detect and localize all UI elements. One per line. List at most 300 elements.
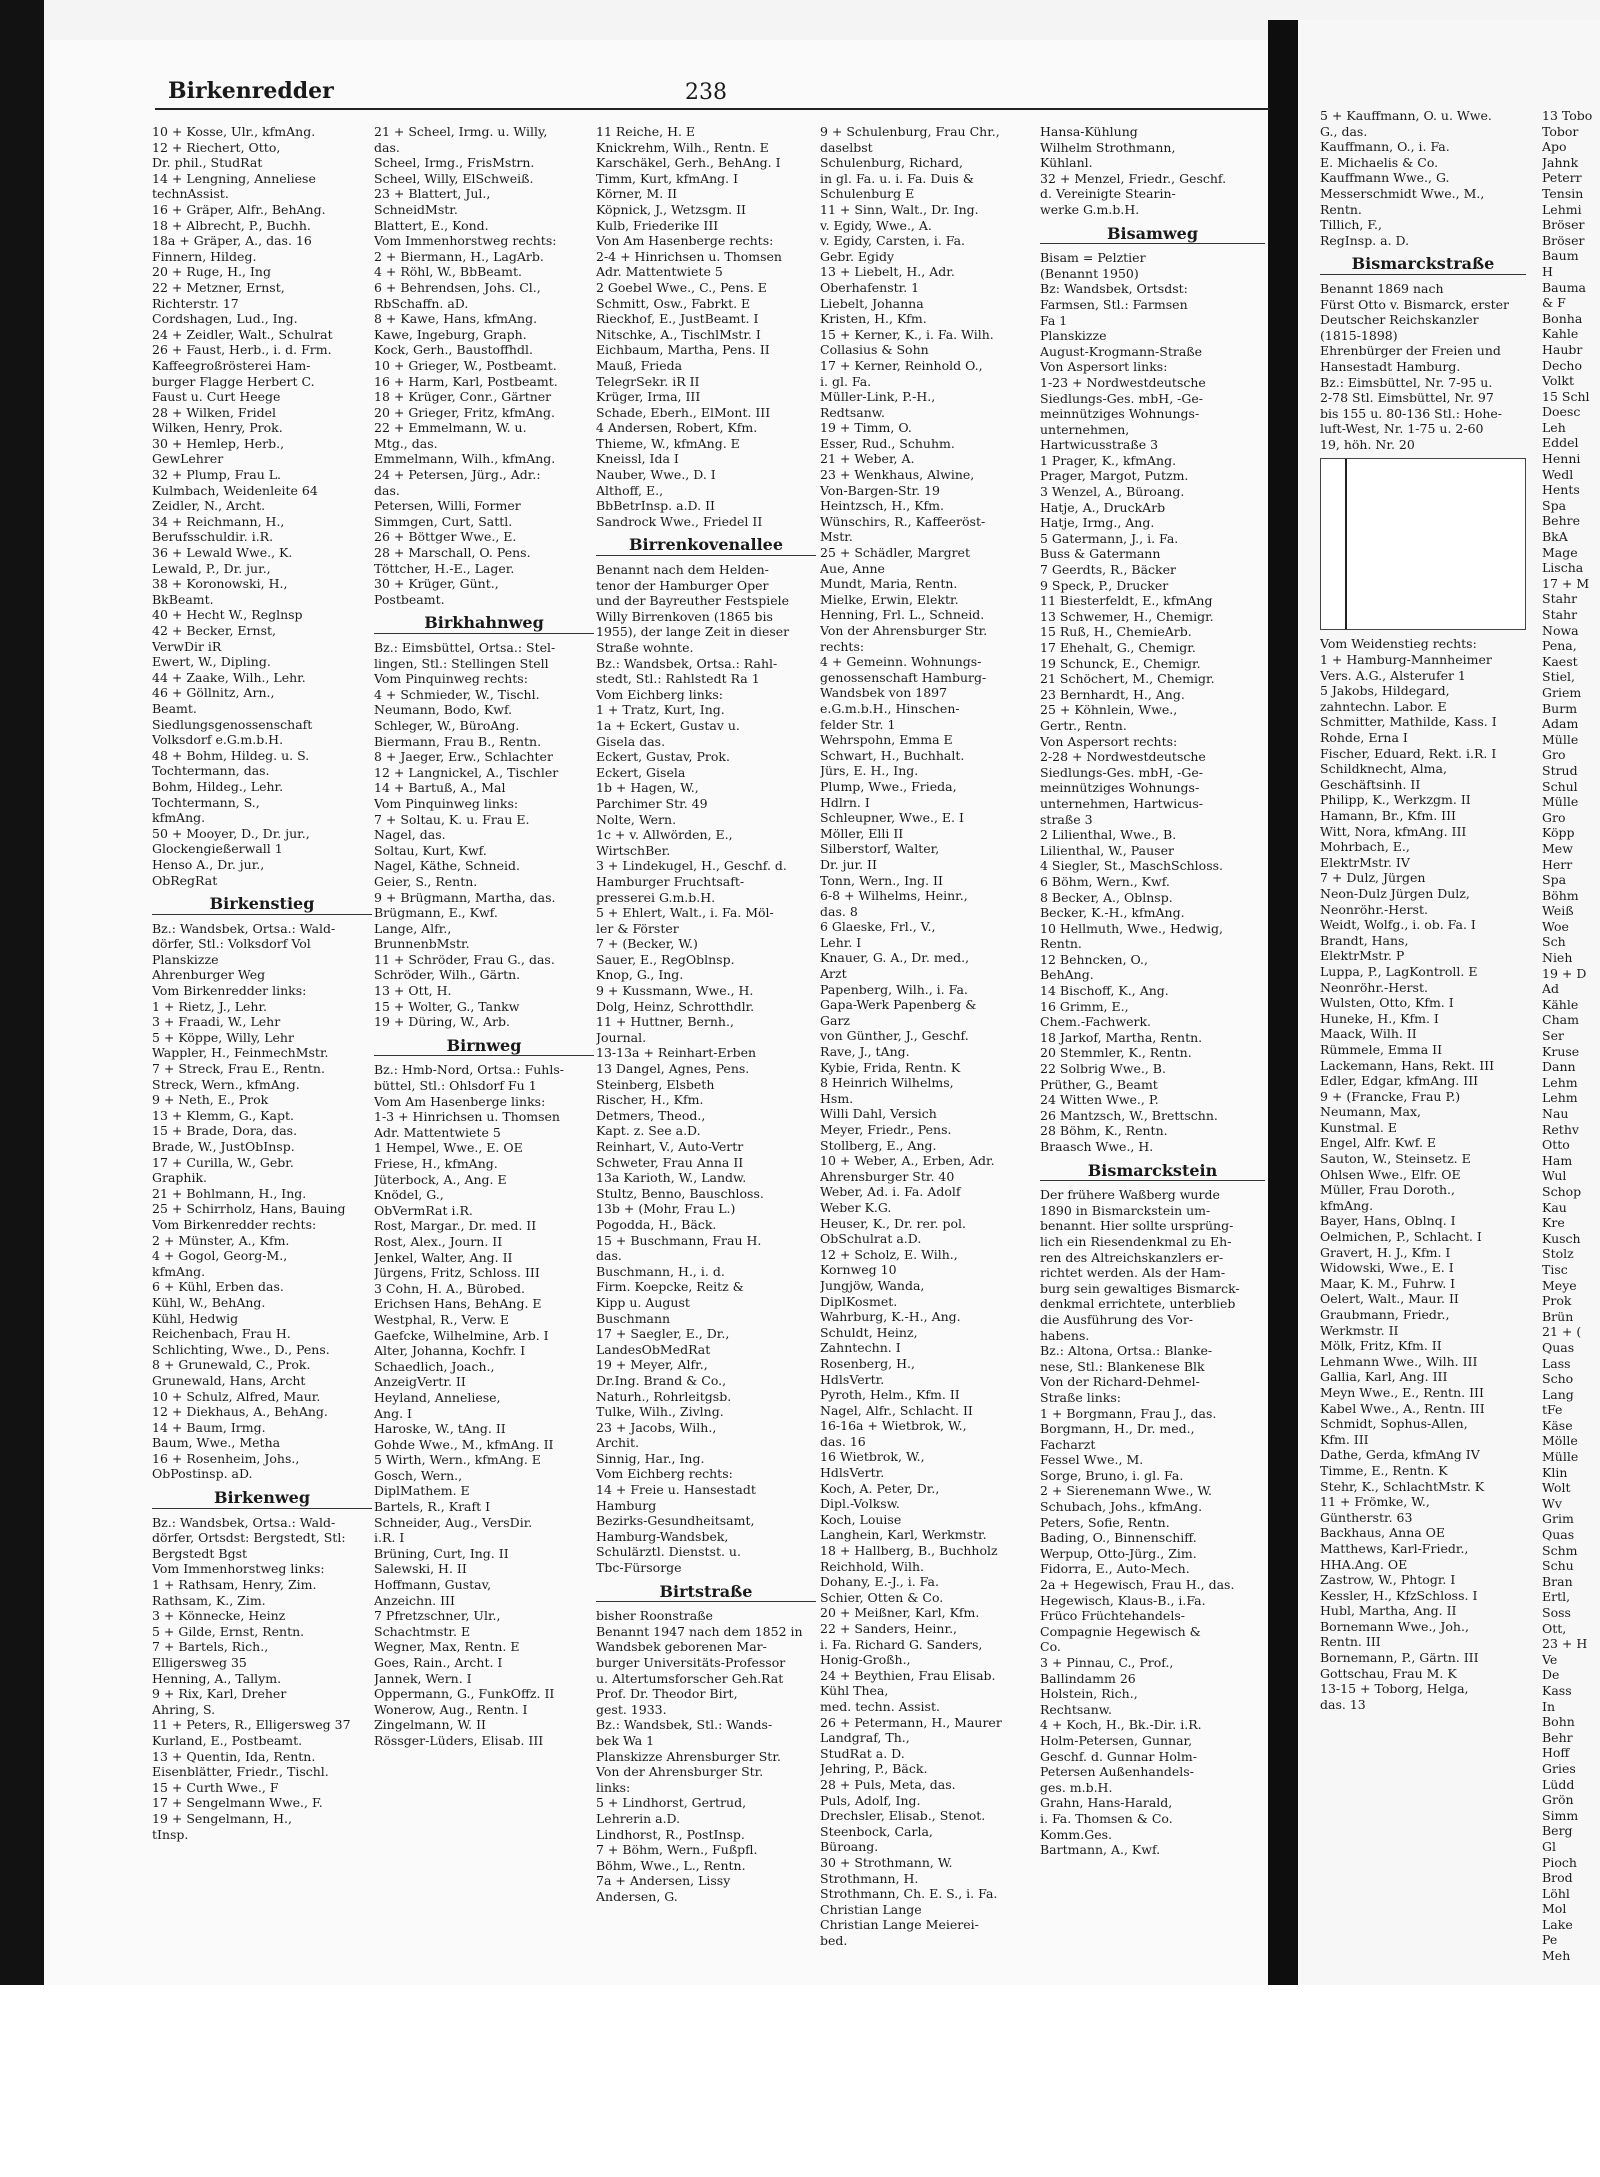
- directory-entry: 25 + Schirrholz, Hans, Bauing: [152, 1201, 346, 1217]
- directory-entry: Spa: [1542, 872, 1567, 888]
- directory-entry: Brod: [1542, 1870, 1573, 1886]
- directory-entry: Lehm: [1542, 1074, 1578, 1090]
- right-page-column-b: [1542, 108, 1600, 1978]
- directory-entry: TelegrSekr. iR II: [596, 373, 700, 389]
- directory-entry: Rentn. III: [1320, 1634, 1381, 1650]
- directory-entry: Neumann, Max,: [1320, 1104, 1422, 1120]
- directory-entry: Tonn, Wern., Ing. II: [820, 872, 943, 888]
- directory-entry: Straße links:: [1040, 1389, 1121, 1405]
- directory-entry: Kahle: [1542, 326, 1579, 342]
- street-heading: Birkenstieg: [152, 896, 372, 915]
- directory-entry: Bran: [1542, 1573, 1573, 1589]
- directory-entry: 30 + Strothmann, W.: [820, 1854, 953, 1870]
- directory-entry: büttel, Stl.: Ohlsdorf Fu 1: [374, 1078, 537, 1094]
- directory-entry: Meyn Wwe., E., Rentn. III: [1320, 1384, 1484, 1400]
- directory-entry: Schade, Eberh., ElMont. III: [596, 404, 771, 420]
- directory-entry: Gapa-Werk Papenberg &: [820, 997, 977, 1013]
- directory-entry: 20 + Ruge, H., Ing: [152, 264, 271, 280]
- directory-entry: RbSchaffn. aD.: [374, 295, 469, 311]
- directory-entry: Kock, Gerh., Baustoffhdl.: [374, 342, 533, 358]
- directory-entry: Hsm.: [820, 1090, 854, 1106]
- directory-entry: 36 + Lewald Wwe., K.: [152, 545, 293, 561]
- directory-entry: Kunstmal. E: [1320, 1119, 1397, 1135]
- directory-entry: Kau: [1542, 1199, 1567, 1215]
- directory-entry: Vom Eichberg links:: [596, 686, 724, 702]
- directory-entry: Ott,: [1542, 1620, 1567, 1636]
- directory-entry: 23 Bernhardt, H., Ang.: [1040, 686, 1185, 702]
- directory-entry: Goes, Rain., Archt. I: [374, 1655, 503, 1670]
- header-rule: [155, 108, 1270, 110]
- directory-entry: Ham: [1542, 1152, 1573, 1168]
- directory-entry: Haroske, W., tAng. II: [374, 1421, 506, 1437]
- directory-entry: 15 Ruß, H., ChemieArb.: [1040, 624, 1192, 640]
- directory-entry: RegInsp. a. D.: [1320, 232, 1410, 248]
- directory-entry: Zahntechn. I: [820, 1340, 901, 1356]
- directory-entry: Glockengießerwall 1: [152, 841, 283, 857]
- directory-entry: ObPostinsp. aD.: [152, 1466, 253, 1482]
- directory-entry: Lehmi: [1542, 201, 1582, 217]
- directory-entry: HdlsVertr.: [820, 1371, 885, 1387]
- directory-entry: Grunewald, Hans, Archt: [152, 1372, 306, 1388]
- directory-entry: bisher Roonstraße: [596, 1608, 713, 1624]
- directory-entry: 11 + Schröder, Frau G., das.: [374, 951, 555, 967]
- directory-entry: Nowa: [1542, 622, 1579, 638]
- directory-entry: Biermann, Frau B., Rentn.: [374, 733, 542, 749]
- directory-entry: bis 155 u. 80-136 Stl.: Hohe-: [1320, 405, 1503, 421]
- directory-entry: 22 Solbrig Wwe., B.: [1040, 1061, 1166, 1077]
- directory-entry: Ewert, W., Dipling.: [152, 654, 271, 670]
- sketch-main-street-line: [1345, 459, 1347, 629]
- directory-entry: Lewald, P., Dr. jur.,: [152, 560, 271, 576]
- directory-entry: 2 + Sierenemann Wwe., W.: [1040, 1483, 1213, 1499]
- directory-entry: Volksdorf e.G.m.b.H.: [152, 732, 284, 748]
- directory-entry: Jürs, E. H., Ing.: [820, 763, 919, 779]
- directory-entry: Stultz, Benno, Bauschloss.: [596, 1185, 764, 1201]
- directory-entry: Cordshagen, Lud., Ing.: [152, 311, 298, 327]
- directory-entry: Fa 1: [1040, 312, 1068, 328]
- directory-entry: 23 + H: [1542, 1636, 1588, 1652]
- directory-entry: Schlichting, Wwe., D., Pens.: [152, 1341, 330, 1357]
- directory-entry: in gl. Fa. u. i. Fa. Duis &: [820, 170, 974, 186]
- directory-entry: Siedlungsgenossenschaft: [152, 716, 313, 732]
- directory-entry: Soss: [1542, 1605, 1571, 1620]
- directory-entry: Hoff: [1542, 1745, 1570, 1761]
- directory-entry: straße 3: [1040, 811, 1093, 827]
- directory-entry: Bröser: [1542, 232, 1585, 248]
- directory-entry: Deutscher Reichskanzler: [1320, 312, 1479, 328]
- directory-entry: 19, höh. Nr. 20: [1320, 436, 1415, 452]
- directory-entry: Grahn, Hans-Harald,: [1040, 1795, 1173, 1811]
- directory-entry: Körner, M. II: [596, 186, 678, 202]
- directory-entry: Leh: [1542, 419, 1566, 435]
- directory-entry: Peterr: [1542, 170, 1582, 186]
- directory-entry: 2-28 + Nordwestdeutsche: [1040, 749, 1206, 765]
- directory-entry: Emmelmann, Wilh., kfmAng.: [374, 451, 556, 467]
- directory-entry: 2-4 + Hinrichsen u. Thomsen: [596, 248, 782, 264]
- directory-entry: Vom Am Hasenberge links:: [374, 1093, 546, 1109]
- directory-entry: Ahring, S.: [152, 1701, 216, 1717]
- directory-entry: 17 + M: [1542, 575, 1590, 591]
- directory-entry: 17 Ehehalt, G., Chemigr.: [1040, 640, 1196, 655]
- directory-entry: Redtsanw.: [820, 404, 885, 420]
- directory-entry: 13-13a + Reinhart-Erben: [596, 1045, 757, 1061]
- directory-entry: Dann: [1542, 1059, 1576, 1075]
- directory-entry: Edler, Edgar, kfmAng. III: [1320, 1073, 1479, 1089]
- directory-entry: 21 Schöchert, M., Chemigr.: [1040, 671, 1215, 687]
- directory-entry: zahntechn. Labor. E: [1320, 698, 1447, 714]
- directory-entry: Mtg., das.: [374, 435, 438, 451]
- directory-entry: Wonerow, Aug., Rentn. I: [374, 1701, 528, 1717]
- directory-entry: unternehmen,: [1040, 421, 1130, 437]
- directory-entry: Detmers, Theod.,: [596, 1107, 706, 1123]
- directory-entry: Maack, Wilh. II: [1320, 1026, 1417, 1042]
- street-heading: Birkhahnweg: [374, 615, 594, 634]
- directory-entry: Maar, K. M., Fuhrw. I: [1320, 1275, 1456, 1291]
- directory-entry: Richterstr. 17: [152, 295, 239, 311]
- directory-entry: Christian Lange Meierei-: [820, 1917, 979, 1933]
- directory-entry: von Günther, J., Geschf.: [820, 1028, 969, 1044]
- directory-entry: Widowski, Wwe., E. I: [1320, 1260, 1454, 1276]
- directory-entry: Schwart, H., Buchhalt.: [820, 747, 965, 763]
- directory-entry: Knödel, G.,: [374, 1187, 444, 1203]
- directory-entry: In: [1542, 1698, 1555, 1714]
- directory-entry: 1 + Rathsam, Henry, Zim.: [152, 1577, 317, 1593]
- directory-entry: Bz.: Hmb-Nord, Ortsa.: Fuhls-: [374, 1062, 564, 1078]
- directory-entry: bek Wa 1: [596, 1732, 655, 1748]
- directory-entry: Oppermann, G., FunkOffz. II: [374, 1686, 555, 1702]
- directory-entry: 38 + Koronowski, H.,: [152, 576, 288, 592]
- directory-entry: Bz.: Wandsbek, Ortsa.: Wald-: [152, 1514, 336, 1530]
- directory-entry: Eichbaum, Martha, Pens. II: [596, 342, 770, 358]
- directory-entry: Gebr. Egidy: [820, 248, 895, 264]
- directory-entry: Eckert, Gustav, Prok.: [596, 749, 730, 765]
- directory-entry: Erichsen Hans, BehAng. E: [374, 1296, 542, 1312]
- directory-entry: Schmidt, Sophus-Allen,: [1320, 1416, 1468, 1432]
- directory-entry: kfmAng.: [152, 1263, 206, 1279]
- directory-entry: Co.: [1040, 1639, 1061, 1655]
- directory-entry: 7 + (Becker, W.): [596, 936, 698, 952]
- directory-entry: Lehmann Wwe., Wilh. III: [1320, 1353, 1478, 1369]
- directory-entry: Schier, Otten & Co.: [820, 1589, 944, 1605]
- directory-entry: 5 + Kauffmann, O. u. Wwe.: [1320, 108, 1492, 123]
- directory-entry: lich ein Riesendenkmal zu Eh-: [1040, 1233, 1232, 1249]
- directory-entry: Dr. jur. II: [820, 856, 877, 872]
- directory-entry: Kass: [1542, 1682, 1572, 1698]
- directory-entry: Stahr: [1542, 591, 1578, 607]
- directory-entry: Faust u. Curt Heege: [152, 389, 281, 405]
- directory-column-5: [1040, 124, 1265, 1994]
- directory-entry: Honig-Großh.,: [820, 1652, 911, 1668]
- directory-entry: lingen, Stl.: Stellingen Stell: [374, 655, 549, 671]
- directory-entry: 21 + Bohlmann, H., Ing.: [152, 1185, 307, 1201]
- directory-entry: 7 + Soltau, K. u. Frau E.: [374, 811, 530, 827]
- directory-entry: Henso A., Dr. jur.,: [152, 856, 265, 872]
- directory-entry: Reinhart, V., Auto-Vertr: [596, 1139, 744, 1154]
- directory-entry: ObRegRat: [152, 872, 218, 888]
- directory-entry: Burm: [1542, 700, 1578, 716]
- directory-entry: Heuser, K., Dr. rer. pol.: [820, 1215, 966, 1231]
- directory-entry: Buss & Gatermann: [1040, 546, 1161, 562]
- directory-column-3: [596, 124, 816, 1994]
- directory-entry: Vom Pinquinweg rechts:: [374, 671, 528, 687]
- directory-entry: BkBeamt.: [152, 591, 214, 607]
- directory-entry: med. techn. Assist.: [820, 1698, 940, 1714]
- directory-entry: De: [1542, 1667, 1560, 1683]
- directory-entry: 12 + Diekhaus, A., BehAng.: [152, 1404, 328, 1420]
- directory-entry: G., das.: [1320, 123, 1368, 139]
- directory-entry: Hents: [1542, 482, 1580, 498]
- directory-entry: Sorge, Bruno, i. gl. Fa.: [1040, 1467, 1184, 1483]
- directory-entry: Chem.-Fachwerk.: [1040, 1014, 1152, 1030]
- directory-entry: Werkmstr. II: [1320, 1322, 1399, 1338]
- directory-entry: Steenbock, Carla,: [820, 1823, 933, 1839]
- directory-entry: das. 8: [820, 903, 858, 919]
- directory-entry: 28 + Marschall, O. Pens.: [374, 545, 531, 561]
- directory-entry: Nagel, das.: [374, 827, 446, 843]
- directory-entry: Dipl.-Volksw.: [820, 1496, 900, 1512]
- directory-entry: Andersen, G.: [596, 1888, 678, 1904]
- directory-entry: i. Fa. Richard G. Sanders,: [820, 1636, 983, 1652]
- directory-entry: Knop, G., Ing.: [596, 967, 684, 983]
- directory-entry: Ohlsen Wwe., Elfr. OE: [1320, 1166, 1461, 1182]
- directory-entry: Strothmann, Ch. E. S., i. Fa.: [820, 1886, 998, 1902]
- directory-entry: u. Altertumsforscher Geh.Rat: [596, 1670, 784, 1686]
- directory-entry: Bz.: Wandsbek, Ortsa.: Rahl-: [596, 655, 778, 671]
- directory-entry: 17 + Saegler, E., Dr.,: [596, 1326, 730, 1342]
- directory-entry: ElektrMstr. P: [1320, 948, 1405, 964]
- directory-entry: Gl: [1542, 1838, 1556, 1854]
- directory-entry: Zastrow, W., Phtogr. I: [1320, 1572, 1456, 1588]
- directory-entry: Adr. Mattentwiete 5: [374, 1124, 501, 1140]
- directory-entry: 7 + Böhm, Wern., Fußpfl.: [596, 1842, 758, 1858]
- directory-entry: Beamt.: [152, 700, 197, 716]
- directory-entry: Postbeamt.: [374, 591, 445, 607]
- directory-entry: Drechsler, Elisab., Stenot.: [820, 1808, 986, 1824]
- directory-entry: 20 Stemmler, K., Rentn.: [1040, 1045, 1192, 1061]
- directory-entry: Kauffmann, O., i. Fa.: [1320, 139, 1450, 155]
- directory-entry: Der frühere Waßberg wurde: [1040, 1187, 1220, 1203]
- directory-entry: 13 + Ott, H.: [374, 983, 452, 999]
- directory-entry: Mielke, Erwin, Elektr.: [820, 591, 959, 607]
- directory-entry: Pe: [1542, 1932, 1558, 1948]
- directory-entry: Gosch, Wern.,: [374, 1467, 463, 1483]
- directory-entry: Weidt, Wolfg., i. ob. Fa. I: [1320, 917, 1476, 933]
- directory-entry: Schm: [1542, 1542, 1578, 1558]
- directory-entry: Oelmichen, P., Schlacht. I: [1320, 1229, 1482, 1245]
- directory-entry: Anzeichn. III: [374, 1592, 455, 1608]
- directory-entry: Hubl, Martha, Ang. II: [1320, 1603, 1457, 1619]
- scan-left-edge: [0, 0, 44, 1985]
- directory-entry: Garz: [820, 1012, 850, 1028]
- directory-entry: Bonha: [1542, 310, 1583, 326]
- directory-entry: Wul: [1542, 1168, 1567, 1184]
- directory-entry: Lang: [1542, 1386, 1574, 1402]
- directory-entry: 13 + Liebelt, H., Adr.: [820, 264, 955, 280]
- directory-column-4: [820, 124, 1040, 1994]
- directory-entry: Benannt 1869 nach: [1320, 280, 1444, 296]
- directory-entry: 24 + Beythien, Frau Elisab.: [820, 1667, 996, 1683]
- directory-entry: 22 + Metzner, Ernst,: [152, 279, 285, 295]
- directory-entry: Kapt. z. See a.D.: [596, 1123, 701, 1139]
- directory-entry: Lehr. I: [820, 934, 862, 950]
- directory-entry: Löhl: [1542, 1885, 1570, 1901]
- directory-entry: 9 + (Francke, Frau P.): [1320, 1088, 1461, 1104]
- directory-entry: Neonröhr.-Herst.: [1320, 979, 1428, 995]
- directory-entry: Nitschke, A., TischlMstr. I: [596, 326, 761, 342]
- directory-entry: & F: [1542, 295, 1566, 311]
- directory-entry: Von der Ahrensburger Str.: [820, 623, 988, 638]
- directory-entry: BrunnenbMstr.: [374, 936, 470, 952]
- directory-entry: Rentn.: [1320, 201, 1362, 217]
- directory-entry: Müller, Frau Doroth.,: [1320, 1182, 1455, 1198]
- directory-entry: Ballindamm 26: [1040, 1670, 1136, 1686]
- directory-entry: Behr: [1542, 1729, 1573, 1745]
- directory-entry: Rave, J., tAng.: [820, 1044, 910, 1060]
- directory-entry: technAssist.: [152, 186, 229, 202]
- directory-entry: daselbst: [820, 139, 873, 155]
- directory-entry: das.: [596, 1248, 622, 1264]
- directory-entry: Böhm, Wwe., L., Rentn.: [596, 1857, 746, 1873]
- directory-entry: 32 + Menzel, Friedr., Geschf.: [1040, 170, 1227, 186]
- directory-entry: 10 + Grieger, W., Postbeamt.: [374, 357, 557, 373]
- directory-entry: 3 + Fraadi, W., Lehr: [152, 1014, 281, 1030]
- directory-entry: Holm-Petersen, Gunnar,: [1040, 1732, 1193, 1748]
- directory-entry: E. Michaelis & Co.: [1320, 154, 1439, 170]
- directory-entry: Baum: [1542, 248, 1579, 264]
- directory-entry: Eddel: [1542, 435, 1579, 451]
- directory-entry: Liebelt, Johanna: [820, 295, 924, 311]
- directory-entry: Weiß: [1542, 903, 1574, 919]
- directory-entry: 15 + Wolter, G., Tankw: [374, 998, 520, 1014]
- directory-entry: Rischer, H., Kfm.: [596, 1092, 704, 1108]
- directory-entry: Von-Bargen-Str. 19: [820, 482, 941, 498]
- directory-entry: Sch: [1542, 934, 1566, 950]
- directory-entry: Bartels, R., Kraft I: [374, 1499, 491, 1515]
- directory-entry: Gaefcke, Wilhelmine, Arb. I: [374, 1327, 549, 1343]
- directory-entry: 5 + Gilde, Ernst, Rentn.: [152, 1623, 305, 1639]
- street-heading: Birnweg: [374, 1038, 594, 1057]
- directory-entry: Vom Birkenredder links:: [152, 983, 307, 999]
- directory-entry: Bergstedt Bgst: [152, 1545, 248, 1561]
- directory-entry: Bauma: [1542, 279, 1586, 295]
- directory-entry: Dr. phil., StudRat: [152, 155, 263, 171]
- directory-entry: Ad: [1542, 981, 1560, 997]
- directory-entry: Vom Immenhorstweg rechts:: [374, 233, 557, 249]
- directory-entry: Kühl Thea,: [820, 1683, 889, 1699]
- directory-entry: Güntherstr. 63: [1320, 1509, 1413, 1525]
- directory-entry: Mstr.: [820, 529, 853, 545]
- directory-entry: Berufsschuldir. i.R.: [152, 529, 274, 545]
- directory-entry: Arzt: [820, 966, 847, 982]
- directory-entry: Aue, Anne: [820, 560, 885, 576]
- directory-entry: 9 Speck, P., Drucker: [1040, 577, 1169, 593]
- directory-entry: Alter, Johanna, Kochfr. I: [374, 1343, 526, 1359]
- directory-entry: Wehrspohn, Emma E: [820, 732, 953, 748]
- directory-entry: Von der Ahrensburger Str.: [596, 1764, 764, 1780]
- directory-entry: Backhaus, Anna OE: [1320, 1525, 1446, 1541]
- directory-entry: Naturh., Rohrleitgsb.: [596, 1388, 732, 1404]
- directory-entry: das. 13: [1320, 1696, 1366, 1712]
- directory-entry: Kornweg 10: [820, 1262, 897, 1278]
- directory-entry: 30 + Krüger, Günt.,: [374, 576, 499, 592]
- directory-entry: 18a + Gräper, A., das. 16: [152, 233, 312, 249]
- directory-entry: Pioch: [1542, 1854, 1577, 1870]
- directory-entry: Schulärztl. Dienstst. u.: [596, 1544, 741, 1560]
- directory-entry: luft-West, Nr. 1-75 u. 2-60: [1320, 421, 1484, 437]
- directory-entry: Nagel, Käthe, Schneid.: [374, 858, 520, 874]
- directory-entry: Nolte, Wern.: [596, 811, 677, 827]
- directory-entry: Knickrehm, Wilh., Rentn. E: [596, 139, 769, 155]
- directory-entry: 17 + Curilla, W., Gebr.: [152, 1154, 294, 1170]
- directory-entry: Gisela das.: [596, 733, 666, 749]
- directory-entry: Von Aspersort links:: [1040, 359, 1168, 375]
- directory-entry: Lass: [1542, 1355, 1571, 1371]
- directory-entry: 11 Biesterfeldt, E., kfmAng: [1040, 593, 1213, 609]
- directory-entry: Quas: [1542, 1527, 1575, 1543]
- directory-entry: 16 + Harm, Karl, Postbeamt.: [374, 373, 558, 389]
- directory-entry: 12 Behncken, O.,: [1040, 951, 1148, 967]
- directory-entry: rechts:: [820, 638, 865, 654]
- directory-entry: 19 Schunck, E., Chemigr.: [1040, 655, 1201, 671]
- directory-entry: H: [1542, 263, 1553, 279]
- directory-entry: BehAng.: [1040, 967, 1094, 983]
- directory-entry: Prager, Margot, Putzm.: [1040, 468, 1189, 484]
- directory-entry: Wedl: [1542, 466, 1574, 482]
- directory-entry: Jahnk: [1542, 154, 1579, 170]
- directory-entry: das.: [374, 482, 400, 498]
- directory-entry: Herr: [1542, 856, 1573, 872]
- directory-entry: Früco Früchtehandels-: [1040, 1608, 1185, 1624]
- directory-entry: Weber K.G.: [820, 1199, 892, 1215]
- directory-entry: 23 + Blattert, Jul.,: [374, 186, 491, 202]
- directory-entry: Hdlrn. I: [820, 794, 870, 810]
- directory-entry: felder Str. 1: [820, 716, 896, 732]
- directory-entry: Kauffmann Wwe., G.: [1320, 170, 1450, 186]
- directory-entry: Ahrensburger Str. 40: [820, 1168, 955, 1184]
- directory-entry: Firm. Koepcke, Reitz &: [596, 1279, 744, 1295]
- directory-entry: Lüdd: [1542, 1776, 1575, 1792]
- directory-entry: Zeidler, N., Archt.: [152, 498, 266, 514]
- directory-entry: Dolg, Heinz, Schrotthdlr.: [596, 998, 755, 1014]
- directory-entry: Rieckhof, E., JustBeamt. I: [596, 311, 759, 327]
- directory-entry: i.R. I: [374, 1530, 405, 1546]
- directory-entry: Kruse: [1542, 1043, 1580, 1059]
- directory-entry: 1b + Hagen, W.,: [596, 780, 699, 796]
- directory-entry: (1815-1898): [1320, 327, 1398, 343]
- directory-entry: Neon-Dulz Jürgen Dulz,: [1320, 885, 1470, 901]
- directory-entry: 4 + Gemeinn. Wohnungs-: [820, 654, 982, 670]
- directory-entry: kfmAng.: [1320, 1197, 1374, 1213]
- directory-entry: Gries: [1542, 1760, 1576, 1776]
- directory-entry: 14 + Lengning, Anneliese: [152, 170, 316, 186]
- directory-entry: Adr. Mattentwiete 5: [596, 264, 723, 280]
- directory-entry: Bz.: Eimsbüttel, Nr. 7-95 u.: [1320, 374, 1493, 390]
- directory-entry: Hansestadt Hamburg.: [1320, 358, 1461, 374]
- directory-entry: Ser: [1542, 1028, 1564, 1044]
- directory-entry: 1-23 + Nordwestdeutsche: [1040, 374, 1206, 390]
- directory-entry: Kühl, Hedwig: [152, 1310, 239, 1326]
- directory-entry: Grim: [1542, 1511, 1574, 1527]
- directory-entry: habens.: [1040, 1327, 1090, 1343]
- directory-entry: 20 + Grieger, Fritz, kfmAng.: [374, 404, 555, 420]
- directory-entry: Reichhold, Wilh.: [820, 1558, 925, 1574]
- directory-entry: Kre: [1542, 1215, 1565, 1231]
- directory-entry: 6-8 + Wilhelms, Heinr.,: [820, 888, 968, 904]
- directory-entry: Lange, Alfr.,: [374, 920, 452, 936]
- directory-entry: Brade, W., JustObInsp.: [152, 1139, 295, 1154]
- directory-entry: genossenschaft Hamburg-: [820, 669, 987, 685]
- directory-entry: Wandsbek geborenen Mar-: [596, 1639, 767, 1655]
